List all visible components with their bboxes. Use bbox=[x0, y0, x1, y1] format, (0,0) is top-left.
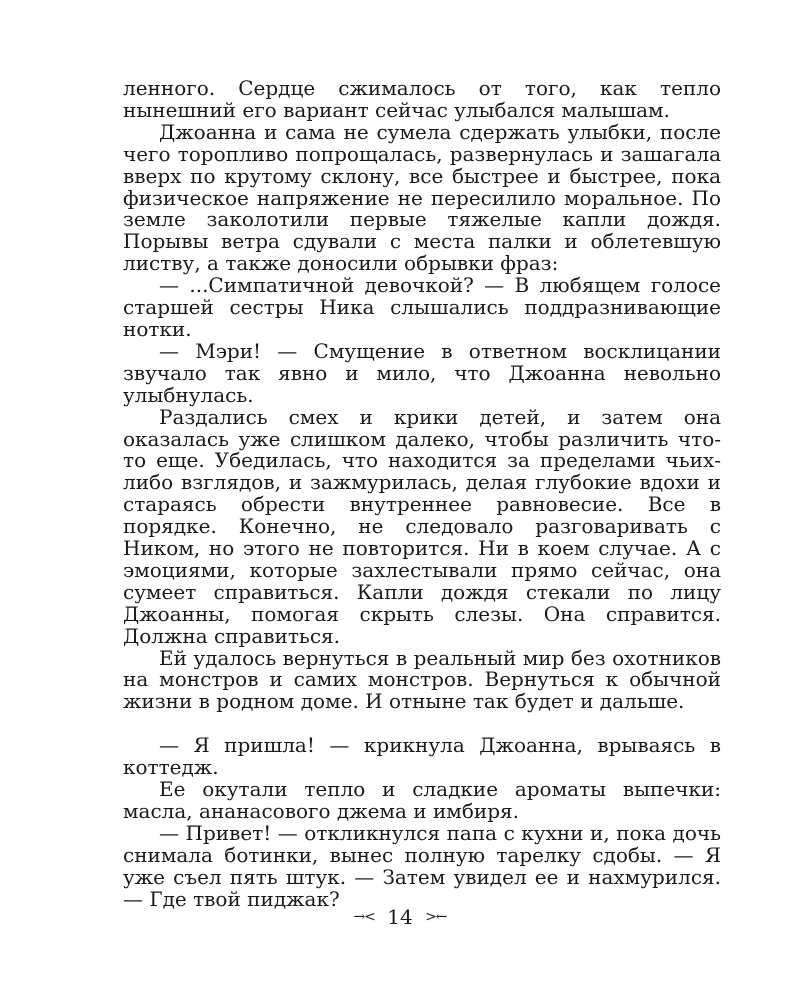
page-number: 14 bbox=[387, 905, 413, 929]
paragraph-6: Ей удалось вернуться в реальный мир без охотников на монстров и самих монстров. Вернуться к обычной жизни в родном доме. И отныне так будет и дальше. bbox=[123, 645, 721, 714]
page-text-block bbox=[123, 78, 721, 911]
paragraph-8: Ее окутали тепло и сладкие ароматы выпечки: масла, ананасового джема и имбиря. bbox=[123, 777, 721, 823]
paragraph-1: ленного. Сердце сжималось от того, как тепло нынешний его вариант сейчас улыбался малышам. bbox=[123, 76, 721, 122]
folio-ornament-left: →< bbox=[353, 908, 375, 925]
folio-ornament-right: >← bbox=[425, 908, 447, 925]
paragraph-5: Раздались смех и крики детей, и затем она оказалась уже слишком далеко, чтобы различить что-то еще. Убедилась, что находится за пределами чьих-либо взглядов, и зажмурилась, делая глубокие вдохи и стараясь обрести внутреннее равновесие. Все в порядке. Конечно, не следовало разговаривать с Ником, но этого не повторится. Ни в коем случае. А с эмоциями, которые захлестывали прямо сейчас, она сумеет справиться. Капли дождя стекали по лицу Джоанны, помогая скрыть слезы. Она справится. Должна справиться. bbox=[123, 404, 721, 648]
paragraph-4: — Мэри! — Смущение в ответном восклицании звучало так явно и мило, что Джоанна невольно улыбнулась. bbox=[123, 338, 721, 407]
page-folio bbox=[0, 905, 800, 929]
paragraph-7: — Я пришла! — крикнула Джоанна, врываясь в коттедж. bbox=[123, 733, 721, 780]
section-break bbox=[123, 713, 721, 735]
paragraph-3: — ...Симпатичной девочкой? — В любящем голосе старшей сестры Ника слышались поддразнивающие нотки. bbox=[123, 273, 721, 341]
paragraph-2: Джоанна и сама не сумела сдержать улыбки, после чего торопливо попрощалась, развернулась и зашагала вверх по крутому склону, все быстрее и быстрее, пока физическое напряжение не пересилило моральное. По земле заколотили первые тяжелые капли дождя. Порывы ветра сдували с места палки и облетевшую листву, а также доносили обрывки фраз: bbox=[123, 119, 721, 276]
paragraph-9: — Привет! — откликнулся папа с кухни и, пока дочь снимала ботинки, вынес полную тарелку сдобы. — Я уже съел пять штук. — Затем увидел ее и нахмурился. — Где твой пиджак? bbox=[123, 820, 721, 911]
